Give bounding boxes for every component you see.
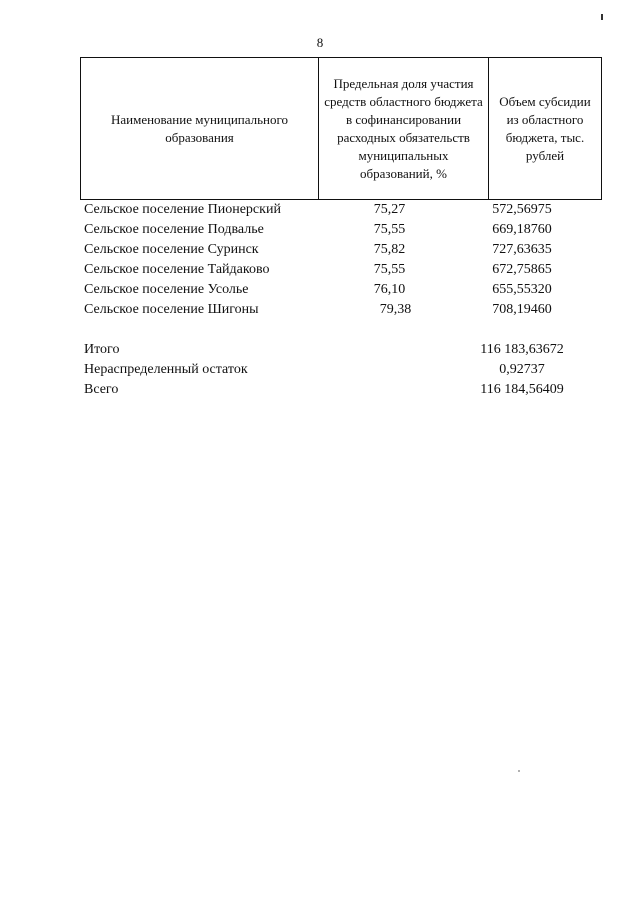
- row-share: 75,82: [373, 242, 406, 257]
- row-share: 79,38: [379, 302, 412, 317]
- scan-mark: [601, 14, 603, 20]
- remainder-row: [80, 360, 574, 380]
- table-row: [80, 300, 574, 320]
- table-row: [80, 200, 574, 220]
- row-amount: 672,75865: [492, 262, 552, 277]
- remainder-label: Нераспределенный остаток: [84, 362, 248, 377]
- grand-total-value: 116 184,56409: [480, 382, 564, 397]
- row-amount: 669,18760: [492, 222, 552, 237]
- row-name: Сельское поселение Суринск: [84, 242, 259, 257]
- table-row: [80, 280, 574, 300]
- table-row: [80, 260, 574, 280]
- grand-total-label: Всего: [84, 382, 119, 397]
- row-amount: 655,55320: [492, 282, 552, 297]
- total-value: 116 183,63672: [480, 342, 564, 357]
- row-share: 75,27: [373, 202, 406, 217]
- grand-total-row: [80, 380, 574, 400]
- row-name: Сельское поселение Усолье: [84, 282, 249, 297]
- row-name: Сельское поселение Шигоны: [84, 302, 259, 317]
- row-name: Сельское поселение Пионерский: [84, 202, 281, 217]
- row-name: Сельское поселение Тайдаково: [84, 262, 270, 277]
- table-body: [80, 200, 574, 320]
- row-amount: 727,63635: [492, 242, 552, 257]
- header-amount: Объем субсидии из областного бюджета, тыс. рублей: [489, 58, 602, 200]
- table-row: [80, 220, 574, 240]
- row-name: Сельское поселение Подвалье: [84, 222, 264, 237]
- row-amount: 572,56975: [492, 202, 552, 217]
- row-share: 76,10: [373, 282, 406, 297]
- total-label: Итого: [84, 342, 120, 357]
- table-header: [80, 57, 602, 200]
- total-row: [80, 340, 574, 360]
- row-amount: 708,19460: [492, 302, 552, 317]
- page-number: 8: [316, 35, 324, 50]
- header-share: Предельная доля участия средств областного бюджета в софинансировании расходных обязательств муниципальных образований, %: [319, 58, 489, 200]
- scan-speck: [518, 770, 520, 772]
- header-name: Наименование муниципального образования: [81, 58, 319, 200]
- totals-section: [80, 340, 574, 400]
- row-share: 75,55: [373, 222, 406, 237]
- row-share: 75,55: [373, 262, 406, 277]
- table-row: [80, 240, 574, 260]
- remainder-value: 0,92737: [499, 362, 545, 377]
